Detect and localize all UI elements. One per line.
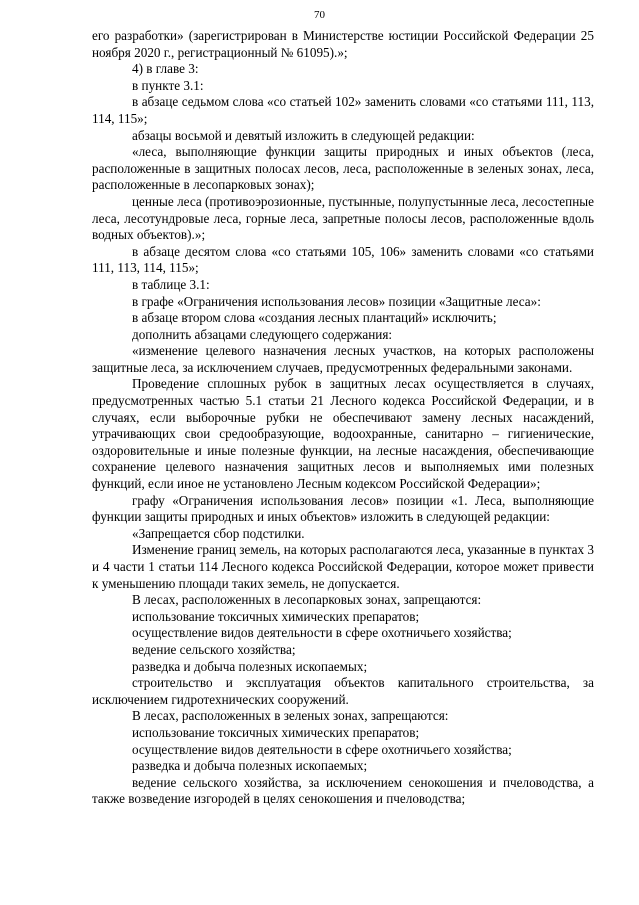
paragraph: ведение сельского хозяйства; (132, 641, 296, 657)
page-number: 70 (314, 9, 325, 21)
paragraph: Изменение границ земель, на которых располагаются леса, указанные в пунктах 3 и 4 части 1 статьи 114 Лесного кодекса Российской Федерации, которое может привести к уменьшению площади таких земель, не допускается. (92, 542, 594, 591)
paragraph: в таблице 3.1: (132, 276, 210, 292)
paragraph: дополнить абзацами следующего содержания: (132, 326, 393, 342)
paragraph: «изменение целевого назначения лесных участков, на которых расположены защитные леса, за исключением случаев, предусмотренных федеральными законами. (92, 343, 594, 375)
paragraph: использование токсичных химических препаратов; (132, 608, 420, 624)
paragraph: В лесах, расположенных в лесопарковых зонах, запрещаются: (132, 592, 482, 608)
paragraph: в графе «Ограничения использования лесов» позиции «Защитные леса»: (132, 293, 541, 309)
paragraph: разведка и добыча полезных ископаемых; (132, 758, 368, 774)
paragraph: в абзаце десятом слова «со статьями 105, 106» заменить словами «со статьями 111, 113, 114, 115»; (92, 243, 594, 276)
paragraph: графу «Ограничения использования лесов» позиции «1. Леса, выполняющие функции защиты природных и иных объектов» изложить в следующей редакции: (92, 492, 594, 525)
paragraph: в пункте 3.1: (132, 77, 204, 93)
paragraph: «Запрещается сбор подстилки. (132, 525, 305, 541)
paragraph: его разработки» (зарегистрирован в Министерстве юстиции Российской Федерации 25 ноября 2020 г., регистрационный № 61095).»; (92, 28, 594, 60)
paragraph: абзацы восьмой и девятый изложить в следующей редакции: (132, 127, 475, 143)
paragraph: ценные леса (противоэрозионные, пустынные, полупустынные леса, лесостепные леса, лесотундровые леса, горные леса, запретные полосы лесов, расположенные вдоль водных объектов).»; (92, 193, 594, 243)
document-body (92, 28, 594, 808)
paragraph: ведение сельского хозяйства, за исключением сенокошения и пчеловодства, а также возведение изгородей в целях сенокошения и пчеловодства; (92, 774, 594, 807)
paragraph: в абзаце втором слова «создания лесных плантаций» исключить; (132, 310, 497, 326)
paragraph: в абзаце седьмом слова «со статьей 102» заменить словами «со статьями 111, 113, 114, 115»; (92, 94, 594, 126)
paragraph: В лесах, расположенных в зеленых зонах, запрещаются: (132, 708, 449, 724)
paragraph: разведка и добыча полезных ископаемых; (132, 658, 368, 674)
paragraph: строительство и эксплуатация объектов капитального строительства, за исключением гидротехнических сооружений. (92, 675, 594, 707)
paragraph: Проведение сплошных рубок в защитных лесах осуществляется в случаях, предусмотренных частью 5.1 статьи 21 Лесного кодекса Российской Федерации, и в случаях, если выборочные рубки не обеспечивают замену лесных насаждений, утрачивающих свои средообразующие, водоохранные, санитарно – гигиенические, оздоровительные и иные полезные функции, на лесные насаждения, обеспечивающие сохранение целевого назначения защитных лесов и выполняемых ими полезных функций, если иное не установлено Лесным кодексом Российской Федерации»; (92, 376, 594, 492)
paragraph: осуществление видов деятельности в сфере охотничьего хозяйства; (132, 741, 512, 757)
paragraph: осуществление видов деятельности в сфере охотничьего хозяйства; (132, 625, 512, 641)
paragraph: 4) в главе 3: (132, 61, 199, 77)
paragraph: использование токсичных химических препаратов; (132, 724, 420, 740)
paragraph: «леса, выполняющие функции защиты природных и иных объектов (леса, расположенные в защитных полосах лесов, леса, расположенные в зеленых зонах, леса, расположенные в лесопарковых зонах); (92, 144, 594, 193)
